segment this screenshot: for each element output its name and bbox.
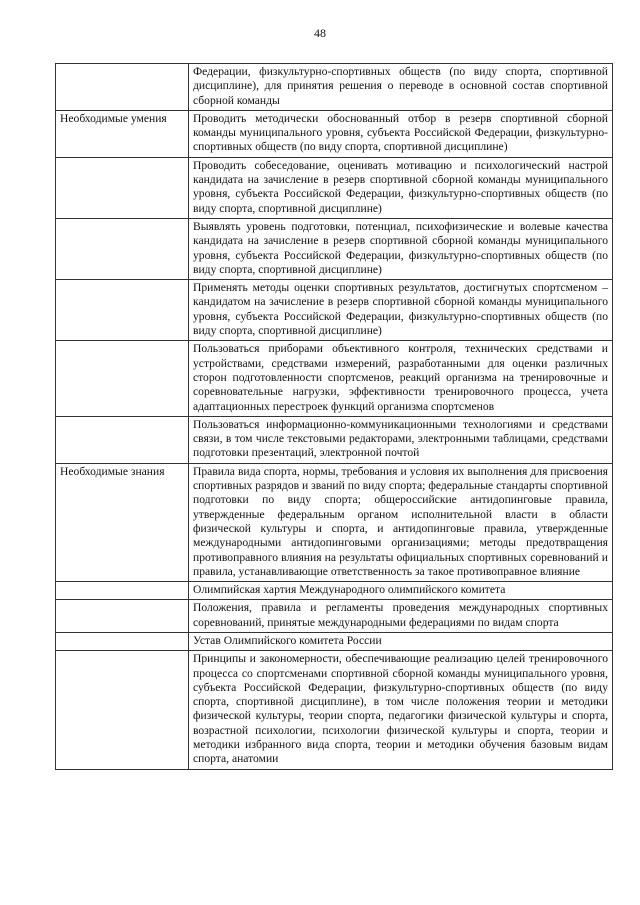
row-text: Пользоваться приборами объективного контроля, технических средствами и устройствами, средствами измерений, разработанными для оценки различных сторон подготовленности спортсменов, реакций организма на тренировочные и соревновательные нагрузки, эффективности тренировочного процесса, учета адаптационных перестроек функций организма спортсменов: [189, 341, 613, 416]
table-row: [56, 651, 613, 769]
row-text: Олимпийская хартия Международного олимпийского комитета: [189, 582, 613, 600]
row-text: Принципы и закономерности, обеспечивающие реализацию целей тренировочного процесса со спортсменами спортивной сборной команды муниципального уровня, субъекта Российской Федерации, физкультурно-спортивных обществ (по виду спорта, спортивной дисциплине), в том числе положения теории и методики физической культуры, теории спорта, педагогики физической культуры и спорта, возрастной психологии, психологии физической культуры и спорта, теории и методики избранного вида спорта, теории и методики обучения базовым видам спорта, анатомии: [189, 651, 613, 769]
row-label: [56, 64, 189, 111]
table-row: [56, 600, 613, 633]
row-label: [56, 651, 189, 769]
row-text: Проводить собеседование, оценивать мотивацию и психологический настрой кандидата на зачисление в резерв спортивной сборной команды муниципального уровня, субъекта Российской Федерации, физкультурно-спортивных обществ (по виду спорта, спортивной дисциплине): [189, 157, 613, 218]
table-row: [56, 463, 613, 581]
row-label: [56, 280, 189, 341]
row-text: Применять методы оценки спортивных результатов, достигнутых спортсменом – кандидатом на зачисление в резерв спортивной сборной команды муниципального уровня, субъекта Российской Федерации, физкультурно-спортивных обществ (по виду спорта, спортивной дисциплине): [189, 280, 613, 341]
table-row: [56, 416, 613, 463]
row-label: [56, 416, 189, 463]
table-row: [56, 341, 613, 416]
row-label: [56, 341, 189, 416]
row-label: [56, 600, 189, 633]
row-text: Проводить методически обоснованный отбор в резерв спортивной сборной команды муниципального уровня, субъекта Российской Федерации, физкультурно-спортивных обществ (по виду спорта, спортивной дисциплине): [189, 110, 613, 157]
row-label: [56, 157, 189, 218]
row-label: [56, 218, 189, 279]
table-row: [56, 64, 613, 111]
table-row: [56, 280, 613, 341]
row-label: Необходимые знания: [56, 463, 189, 581]
row-text: Выявлять уровень подготовки, потенциал, психофизические и волевые качества кандидата на зачисление в резерв спортивной сборной команды муниципального уровня, субъекта Российской Федерации, физкультурно-спортивных обществ (по виду спорта, спортивной дисциплине): [189, 218, 613, 279]
row-text: Положения, правила и регламенты проведения международных спортивных соревнований, принятые международными федерациями по видам спорта: [189, 600, 613, 633]
row-text: Пользоваться информационно-коммуникационными технологиями и средствами связи, в том числе текстовыми редакторами, электронными таблицами, средствами подготовки презентаций, электронной почтой: [189, 416, 613, 463]
row-text: Федерации, физкультурно-спортивных обществ (по виду спорта, спортивной дисциплине), для принятия решения о переводе в основной состав спортивной сборной команды: [189, 64, 613, 111]
table-row: [56, 157, 613, 218]
row-label: [56, 632, 189, 650]
table-row: [56, 218, 613, 279]
table-row: [56, 582, 613, 600]
table-row: [56, 110, 613, 157]
table-row: [56, 632, 613, 650]
requirements-table: [55, 63, 613, 770]
page-number: 48: [314, 26, 326, 40]
row-label: [56, 582, 189, 600]
row-text: Устав Олимпийского комитета России: [189, 632, 613, 650]
row-label: Необходимые умения: [56, 110, 189, 157]
row-text: Правила вида спорта, нормы, требования и условия их выполнения для присвоения спортивных разрядов и званий по виду спорта; федеральные стандарты спортивной подготовки по виду спорта; общероссийские антидопинговые правила, утвержденные федеральным органом исполнительной власти в области физической культуры и спорта, и антидопинговые правила, утвержденные международными антидопинговыми организациями; методы предотвращения противоправного влияния на результаты официальных спортивных соревнований и правила, устанавливающие ответственность за такое противоправное влияние: [189, 463, 613, 581]
